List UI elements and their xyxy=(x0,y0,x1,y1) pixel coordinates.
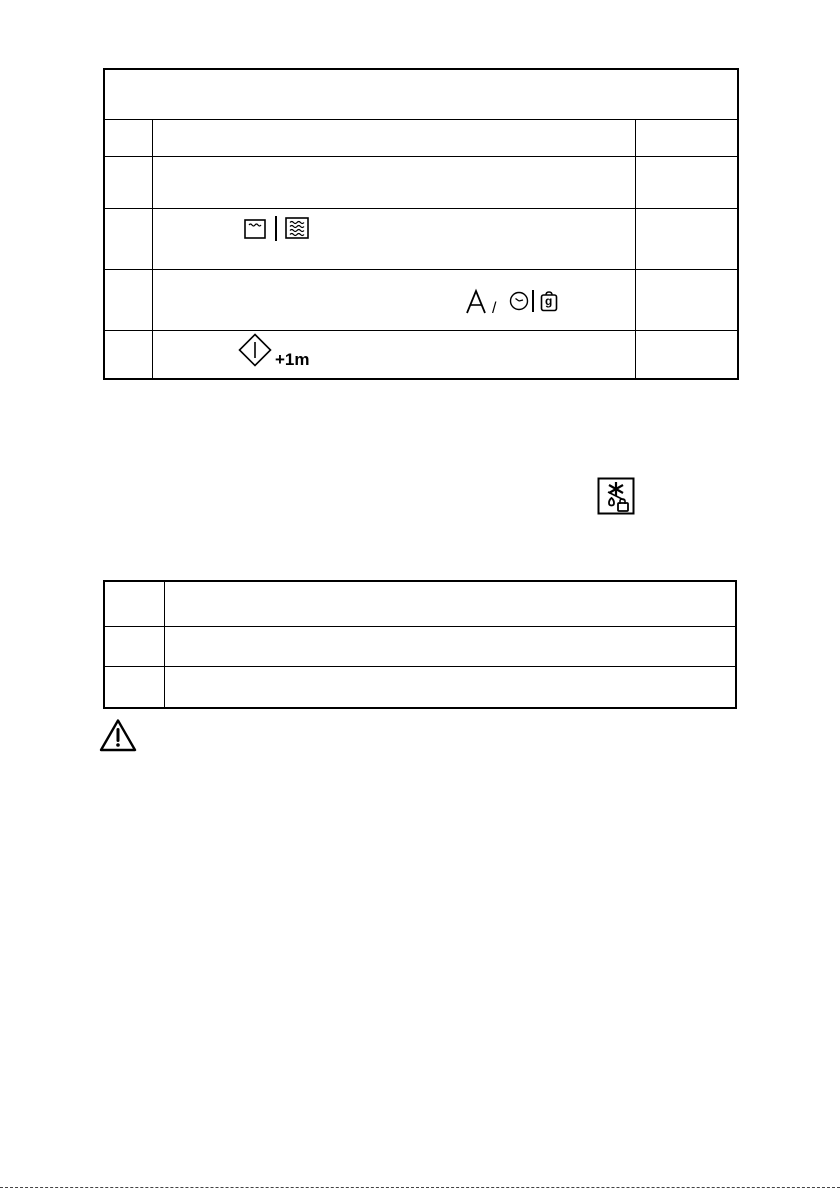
table-border-top xyxy=(103,580,737,582)
table-border-bottom xyxy=(103,707,737,709)
weight-g-label: g xyxy=(545,294,553,308)
table-border-right xyxy=(735,580,737,709)
row-divider xyxy=(103,666,737,667)
row-divider xyxy=(103,626,737,627)
start-plus-one-minute-label: +1m xyxy=(275,350,310,369)
table-border-left xyxy=(103,580,105,709)
slash-separator: / xyxy=(492,300,497,317)
column-divider xyxy=(164,580,165,708)
warning-triangle-icon xyxy=(99,718,137,752)
page-bottom-rule xyxy=(0,1187,840,1188)
